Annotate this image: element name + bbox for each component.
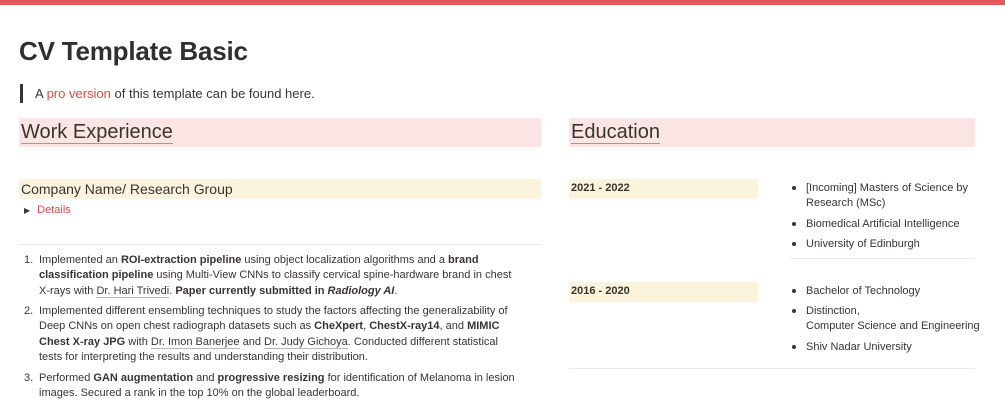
text-run: . xyxy=(169,284,176,297)
toggle-triangle-icon[interactable]: ▶ xyxy=(24,206,31,215)
bullet-dot-icon xyxy=(792,242,796,246)
text-run: , xyxy=(363,320,370,333)
text-run: for identification of Melanoma in lesion images. Secured a rank in the top 10% on the global leaderboard. xyxy=(39,372,515,400)
education-bullet: Distinction, Computer Science and Engineering xyxy=(790,304,975,334)
text-run: using object localization algorithms and a xyxy=(241,254,449,266)
text-run: with xyxy=(125,335,151,348)
text-run: ChestX-ray14 xyxy=(369,320,440,333)
education-years: 2021 - 2022 xyxy=(569,179,758,199)
pro-version-link[interactable]: pro version xyxy=(46,86,111,101)
education-bullet: Shiv Nadar University xyxy=(790,340,975,355)
list-item-text xyxy=(39,304,524,366)
text-run: ROI-extraction pipeline xyxy=(120,254,242,266)
bullet-dot-icon xyxy=(792,222,796,226)
text-run: and xyxy=(193,372,218,384)
company-heading: Company Name/ Research Group xyxy=(19,179,541,199)
list-item-number: 3. xyxy=(24,372,34,384)
person-link[interactable]: Dr. Judy Gichoya xyxy=(264,335,348,348)
text-run: Radiology AI xyxy=(327,284,395,297)
work-experience-heading-text: Work Experience xyxy=(21,121,173,143)
text-run: progressive resizing xyxy=(217,372,325,384)
education-years: 2016 - 2020 xyxy=(569,282,758,302)
text-run: Implemented different ensembling techniques to study the factors affecting the generalizability of Deep CNNs on open chest radiograph datasets such as xyxy=(39,305,508,333)
text-run: MIMIC Chest X-ray JPG xyxy=(39,320,500,348)
education-bullet: Biomedical Artificial Intelligence xyxy=(790,217,975,232)
list-item xyxy=(24,304,524,366)
text-run: . Conducted different statistical tests for interpreting the results and understanding their distribution. xyxy=(39,335,498,364)
education-bullet: University of Edinburgh xyxy=(790,237,975,252)
bullet-dot-icon xyxy=(792,345,796,349)
education-heading xyxy=(569,118,975,147)
education-divider xyxy=(790,258,975,259)
work-experience-heading xyxy=(19,118,541,147)
quote-prefix: A xyxy=(35,86,47,101)
text-run: brand classification pipeline xyxy=(39,254,479,282)
details-toggle-label[interactable]: Details xyxy=(37,204,71,216)
education-bullet: [Incoming] Masters of Science by Research (MSc) xyxy=(790,181,975,209)
text-run: Implemented an xyxy=(39,254,121,266)
work-divider xyxy=(19,244,541,245)
education-heading-text: Education xyxy=(571,121,660,143)
text-run: GAN augmentation xyxy=(93,372,194,384)
person-link[interactable]: Dr. Imon Banerjee xyxy=(150,335,240,348)
text-run: and xyxy=(239,335,265,348)
bullet-dot-icon xyxy=(792,186,796,190)
list-item xyxy=(24,253,524,297)
text-run: using Multi-View CNNs to classify cervical spine-hardware brand in chest X-rays with xyxy=(39,269,512,297)
list-item xyxy=(24,371,524,403)
text-run: Paper currently submitted in xyxy=(175,284,328,297)
bullet-dot-icon xyxy=(792,289,796,293)
education-bullet: Bachelor of Technology xyxy=(790,284,975,299)
list-item-text xyxy=(39,371,524,402)
page-title: CV Template Basic xyxy=(19,36,248,66)
details-toggle[interactable] xyxy=(24,204,71,217)
list-item-number: 1. xyxy=(24,254,34,266)
quote-suffix: of this template can be found here. xyxy=(110,86,315,101)
education-divider xyxy=(569,368,975,369)
text-run: CheXpert xyxy=(314,320,364,333)
list-item-text xyxy=(39,253,524,299)
bullet-dot-icon xyxy=(792,309,796,313)
text-run: . xyxy=(394,284,398,297)
list-item-number: 2. xyxy=(24,305,34,317)
top-accent-bar xyxy=(0,0,1005,5)
quote-block xyxy=(20,84,315,103)
person-link[interactable]: Dr. Hari Trivedi xyxy=(96,284,170,297)
text-run: Performed xyxy=(39,372,94,384)
text-run: , and xyxy=(439,320,468,333)
